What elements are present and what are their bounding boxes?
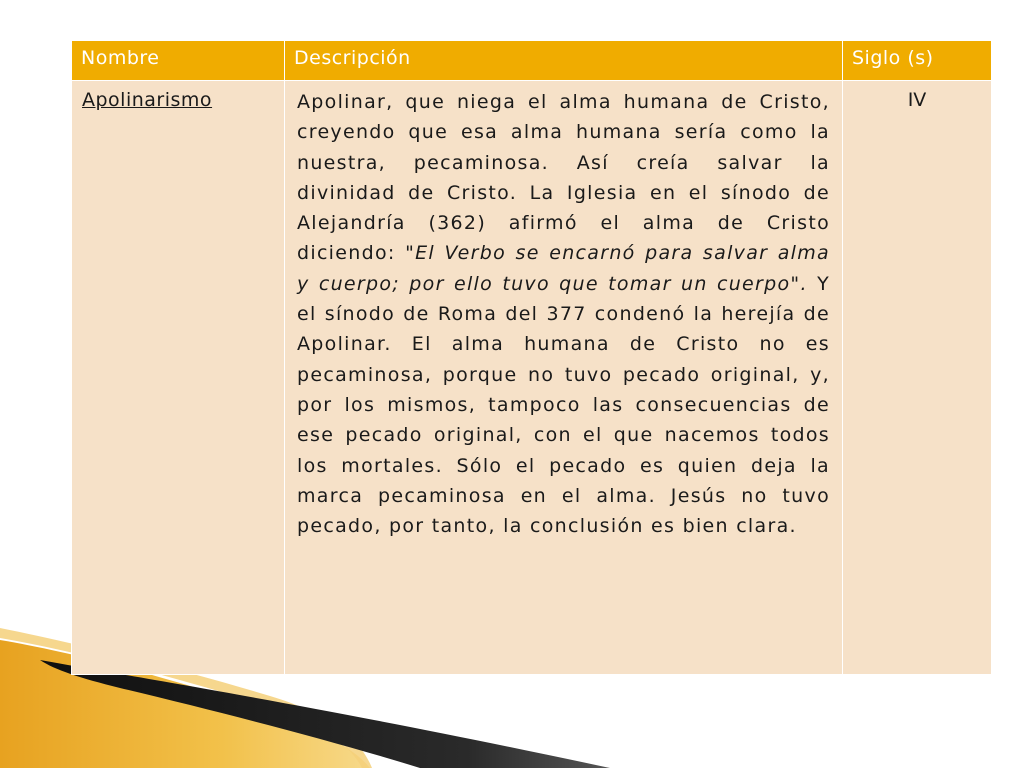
heresy-table: [71, 40, 992, 675]
heresy-description: [285, 81, 843, 675]
header-name: Nombre: [72, 41, 285, 81]
heresy-century: IV: [843, 81, 992, 675]
description-quote: "El Verbo se encarnó para salvar alma y cuerpo; por ello tuvo que tomar un cuerpo".: [297, 242, 831, 295]
description-text-part2: Y el sínodo de Roma del 377 condenó la herejía de Apolinar. El alma humana de Cristo no es pecaminosa, porque no tuvo pecado original, y, por los mismos, tampoco las consecuencias de ese pecado original, con el que nacemos todos los mortales. Sólo el pecado es quien deja la marca pecaminosa en el alma. Jesús no tuvo pecado, por tanto, la conclusión es bien clara.: [297, 272, 831, 538]
table-row: [72, 81, 992, 675]
description-text-part1: Apolinar, que niega el alma humana de Cristo, creyendo que esa alma humana sería como la nuestra, pecaminosa. Así creía salvar la divinidad de Cristo. La Iglesia en el sínodo de Alejandría (362) afirmó el alma de Cristo diciendo:: [297, 91, 830, 265]
header-century: Siglo (s): [843, 41, 992, 81]
header-description: Descripción: [285, 41, 843, 81]
heresy-name: Apolinarismo: [72, 81, 285, 675]
table-header-row: [72, 41, 992, 81]
